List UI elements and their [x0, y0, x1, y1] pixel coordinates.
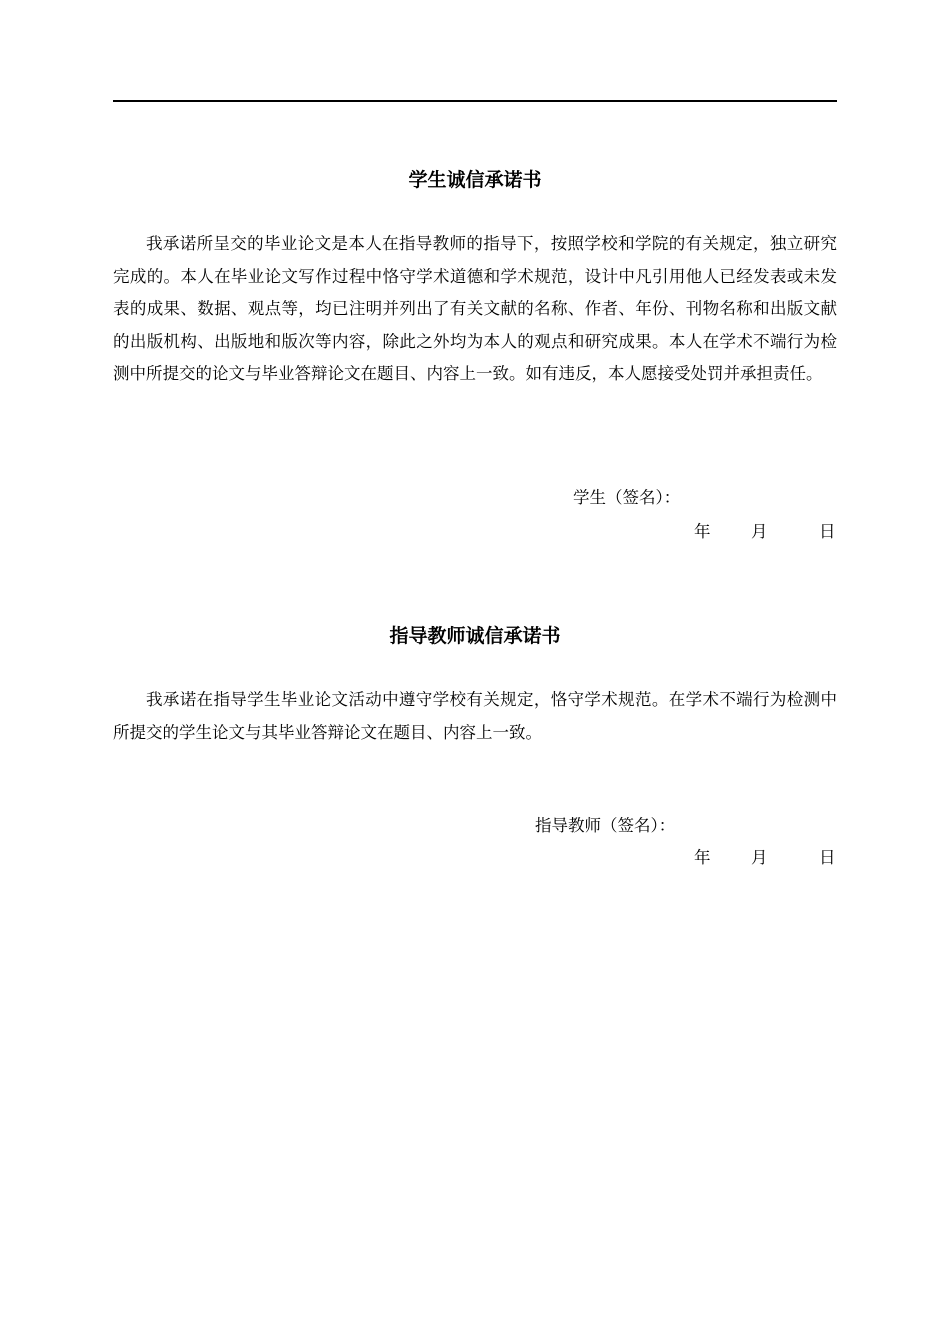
date-year-label: 年 [694, 522, 711, 541]
advisor-signature-date [694, 847, 837, 869]
advisor-signature-label: 指导教师（签名）： [535, 816, 676, 835]
date-month-label: 月 [751, 848, 768, 867]
advisor-pledge-title: 指导教师诚信承诺书 [389, 625, 561, 647]
advisor-pledge-body: 我承诺在指导学生毕业论文活动中遵守学校有关规定，恪守学术规范。在学术不端行为检测中所提交的学生论文与其毕业答辩论文在题目、内容上一致。 [113, 690, 837, 742]
date-day-label: 日 [819, 522, 836, 541]
student-signature-label: 学生（签名）： [573, 488, 681, 507]
student-pledge-body: 我承诺所呈交的毕业论文是本人在指导教师的指导下，按照学校和学院的有关规定，独立研究完成的。本人在毕业论文写作过程中恪守学术道德和学术规范，设计中凡引用他人已经发表或未发表的成果、数据、观点等，均已注明并列出了有关文献的名称、作者、年份、刊物名称和出版文献的出版机构、出版地和版次等内容，除此之外均为本人的观点和研究成果。本人在学术不端行为检测中所提交的论文与毕业答辩论文在题目、内容上一致。如有违反，本人愿接受处罚并承担责任。 [113, 234, 837, 384]
date-day-label: 日 [819, 848, 836, 867]
date-month-label: 月 [751, 522, 768, 541]
student-signature-date [694, 521, 837, 543]
date-year-label: 年 [694, 848, 711, 867]
student-pledge-title: 学生诚信承诺书 [408, 169, 542, 191]
header-rule [113, 100, 837, 102]
